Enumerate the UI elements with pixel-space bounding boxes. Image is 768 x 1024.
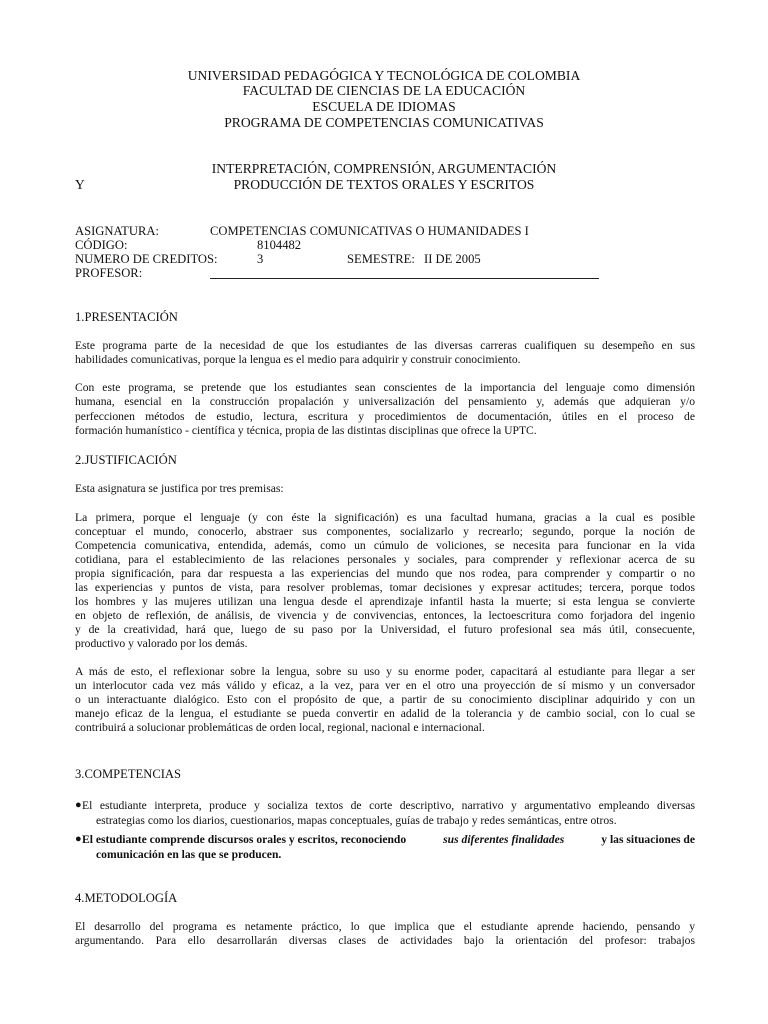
university-name: UNIVERSIDAD PEDAGÓGICA Y TECNOLÓGICA DE COLOMBIA (187, 68, 581, 83)
semester-label: SEMESTRE: (347, 252, 415, 266)
credits-label: NUMERO DE CREDITOS: (75, 252, 218, 266)
code-value: 8104482 (257, 238, 302, 252)
bullet-icon: ● (75, 833, 82, 845)
paragraph-line: un interlocutor cada vez más válido y eficaz, a la vez, para ver en el otro una proyección de sí mismo y un conversador (75, 679, 695, 692)
paragraph-line: formación humanístico - científica y técnica, propia de las distintas disciplinas que ofrece la UPTC. (75, 424, 537, 437)
paragraph-line: manejo eficaz de la lengua, el estudiante se pueda convertir en adalid de la tolerancia y de cambio social, con lo cual se (75, 707, 695, 720)
paragraph-line: perfeccionen métodos de estudio, lectura, escritura y procedimientos de documentación, útiles en el proceso de (75, 410, 695, 423)
paragraph-line: Este programa parte de la necesidad de que los estudiantes de las diversas carreras cualifiquen su desempeño en sus (75, 339, 695, 352)
section-heading-justificacion: 2.JUSTIFICACIÓN (75, 453, 177, 467)
paragraph-line: Competencia comunicativa, entendida, además, como un cúmulo de voliciones, se necesita para funcionar en la vida (75, 539, 695, 552)
competencia-item-1-line1: El estudiante interpreta, produce y socializa textos de corte descriptivo, narrativo y argumentativo empleando diversas (82, 799, 695, 812)
professor-signature-line (210, 278, 599, 279)
program-name: PROGRAMA DE COMPETENCIAS COMUNICATIVAS (224, 115, 544, 130)
competencia-item-1-line2: estrategias como los diarios, cuestionarios, mapas conceptuales, guías de trabajo y redes semánticas, entre otros. (96, 814, 617, 827)
paragraph-line: contribuirá a solucionar problemáticas de orden local, regional, nacional e internacional. (75, 721, 485, 734)
paragraph-line: El desarrollo del programa es netamente práctico, lo que implica que el estudiante aprende haciendo, pensando y (75, 920, 695, 933)
paragraph-line: habilidades comunicativas, porque la lengua es el medio para adquirir y construir conocimiento. (75, 353, 521, 366)
justificacion-intro: Esta asignatura se justifica por tres premisas: (75, 482, 284, 495)
paragraph-line: las experiencias y puntos de vista, para resolver problemas, tomar decisiones y expresar actitudes; tercera, porque todos (75, 581, 695, 594)
competencia-item-2-line2: comunicación en las que se producen. (96, 848, 282, 861)
competencia-item-2-text-italic: sus diferentes finalidades (443, 833, 565, 846)
paragraph-line: en objeto de reflexión, de análisis, de vivencia y de convivencias, entonces, la lectoescritura como forjadora del ingenio (75, 609, 695, 622)
bullet-icon: ● (75, 799, 82, 811)
paragraph-line: cotidiana, para el establecimiento de las relaciones personales y sociales, para comprender y reflexionar acerca de su (75, 553, 695, 566)
paragraph-line: los hombres y las mujeres utilizan una lengua desde el aprendizaje infantil hasta la muerte; si esta lengua se convierte (75, 595, 695, 608)
course-title-conjunction: Y (75, 177, 85, 192)
paragraph-line: productivo y valorado por los demás. (75, 637, 248, 650)
paragraph-line: A más de esto, el reflexionar sobre la lengua, sobre su uso y su enorme poder, capacitará al estudiante para llegar a ser (75, 665, 695, 678)
subject-value: COMPETENCIAS COMUNICATIVAS O HUMANIDADES I (210, 224, 529, 238)
paragraph-line: propia significación, para dar respuesta a las experiencias del mundo que nos rodea, para comprender y compartir o no (75, 567, 695, 580)
section-heading-metodologia: 4.METODOLOGÍA (75, 891, 178, 905)
paragraph-line: humana, esencial en la construcción propalación y universalización del pensamiento y, además que adquieran y/o (75, 395, 695, 408)
section-heading-competencias: 3.COMPETENCIAS (75, 767, 182, 781)
competencia-item-2-line1 (82, 834, 695, 846)
course-title-line2: PRODUCCIÓN DE TEXTOS ORALES Y ESCRITOS (233, 177, 535, 192)
professor-label: PROFESOR: (75, 266, 143, 280)
semester-value: II DE 2005 (424, 252, 481, 266)
competencia-item-2-text-c: y las situaciones de (601, 833, 695, 846)
credits-value: 3 (257, 252, 264, 266)
subject-label: ASIGNATURA: (75, 224, 159, 238)
section-heading-presentacion: 1.PRESENTACIÓN (75, 310, 178, 324)
course-title-line1: INTERPRETACIÓN, COMPRENSIÓN, ARGUMENTACIÓN (211, 161, 557, 176)
paragraph-line: Con este programa, se pretende que los estudiantes sean conscientes de la importancia del lenguaje como dimensión (75, 381, 695, 394)
school-name: ESCUELA DE IDIOMAS (312, 99, 456, 114)
paragraph-line: conceptuar el mundo, conocerlo, abstraer sus componentes, socializarlo y recrearlo; segundo, porque la noción de (75, 525, 695, 538)
paragraph-line: argumentando. Para ello desarrollarán diversas clases de actividades bajo la orientación del profesor: trabajos (75, 934, 695, 947)
faculty-name: FACULTAD DE CIENCIAS DE LA EDUCACIÓN (242, 83, 526, 98)
paragraph-line: La primera, porque el lenguaje (y con éste la significación) es una facultad humana, gracias a la cual es posible (75, 511, 695, 524)
paragraph-line: y de la creatividad, hará que, luego de su paso por la Universidad, el futuro profesional sea más útil, consecuente, (75, 623, 695, 636)
code-label: CÓDIGO: (75, 238, 128, 252)
competencia-item-2-text-a: El estudiante comprende discursos orales y escritos, reconociendo (82, 833, 407, 846)
paragraph-line: o un interactuante dialógico. Esto con el propósito de que, a partir de su conocimiento disciplinar adquirido y con un (75, 693, 695, 706)
